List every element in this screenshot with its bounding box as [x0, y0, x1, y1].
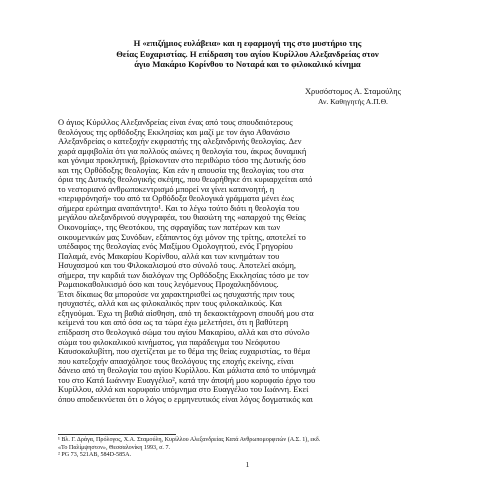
- body-line: θεολόγους της ορθόδοξης Εκκλησίας και μαζί με τον άγιο Αθανάσιο: [58, 126, 290, 137]
- body-line: και της Ορθόδοξης θεολογίας. Και εάν η απουσία της θεολογίας του στα: [58, 164, 304, 175]
- body-line: δάνειο από τη θεολογία του αγίου Κυρίλλου. Και μάλιστα από το υπόμνημά: [58, 365, 316, 376]
- title-line: άγιο Μακάριο Κορίνθου το Νοταρά και το φιλοκαλικό κίνημα: [134, 59, 361, 70]
- body-line: το νεστοριανό ανθρωποκεντρισμό μπορεί να γίνει κατανοητή, η: [58, 183, 275, 194]
- body-line: Ρωμαιοκαθολικισμό όσο και τους λεγόμενους Προχαλκηδόνιους.: [58, 279, 279, 290]
- body-line: Ο άγιος Κύριλλος Αλεξανδρείας είναι ένας από τους σπουδαιότερους: [58, 117, 293, 127]
- author-name: Χρυσόστομος Α. Σταμούλης: [305, 87, 401, 96]
- body-line: του στο Κατά Ιωάννην Ευαγγέλιο², κατά την άποψή μου κορυφαίο έργο του: [58, 374, 316, 385]
- body-line: κείμενά του και από όσα ως τα τώρα έχω μελετήσει, ότι η βαθύτερη: [58, 317, 289, 328]
- footnote-separator: [58, 434, 176, 435]
- page-number: 1: [245, 460, 250, 469]
- footnotes: [58, 437, 441, 460]
- body-line: μεγάλου αλεξανδρινού συγγραφέα, του θιασώτη της «απαρχού της Θείας: [58, 212, 306, 223]
- body-line: Οικονομίας», της Θεοτόκου, της σφραγίδας των πατέρων και των: [58, 222, 281, 233]
- body-line: και γόνιμα προκλητική, βρίσκονταν στο περιθώριο τόσο της Δυτικής όσο: [58, 155, 306, 166]
- footnote: ¹ Βλ. Γ. Δράγα, Πρόλογος, Χ.Α. Σταμούλη, Κυρίλλου Αλεξανδρείας Κατά Ανθρωπομορφιτών (Α.Σ. 1), εκδ.: [58, 437, 321, 443]
- body-line: όπου αποδεικνύεται ότι ο λόγος ο ερμηνευτικός είναι λόγος δογματικός και: [58, 393, 313, 404]
- body-line: «περιφρόνησή» του από τα Ορθόδοξα θεολογικά γράμματα μένει έως: [58, 193, 294, 204]
- body-line: ησυχαστές, αλλά και ως φιλοκαλικός πριν τους φιλοκαλικούς. Και: [58, 298, 283, 309]
- title-line: Η «επιζήμιος ευλάβεια» και η εφαρμογή της στο μυστήριο της: [133, 38, 362, 48]
- body-line: σώμα του φιλοκαλικού κινήματος, για παράδειγμα του Νεόφυτου: [58, 336, 280, 347]
- body-line: Αλεξανδρείας ο κατεξοχήν εκφραστής της αλεξανδρινής θεολογίας. Δεν: [58, 136, 302, 147]
- body-line: Παλαμά, ενός Μακαρίου Κορίνθου, αλλά και των κινημάτων του: [58, 250, 280, 261]
- body-line: Ησυχασμού και του Φιλοκαλισμού στο σύνολό τους. Αποτελεί ακόμη,: [58, 260, 297, 271]
- body-line: σήμερα, την καρδιά των διαλόγων της Ορθόδοξης Εκκλησίας τόσο με τον: [58, 269, 309, 280]
- body-line: υπέδαφος της θεολογίας ενός Μαξίμου Ομολογητού, ενός Γρηγορίου: [58, 241, 293, 252]
- body-line: όρια της Δυτικής θεολογικής σκέψης, που θεωρήθηκε ότι κυριαρχείται από: [58, 174, 313, 185]
- document-title: [60, 38, 435, 70]
- author-role: Αν. Καθηγητής Α.Π.Θ.: [318, 96, 388, 106]
- body-line: Καυσοκαλυβίτη, που σχετίζεται με το θέμα της θείας ευχαριστίας, το θέμα: [58, 346, 311, 357]
- body-line: χωρά αμφιβολία ότι για πολλούς αιώνες η θεολογία του, άκρως δυναμική: [58, 145, 307, 156]
- footnote: ² PG 73, 521AB, 584D-585A.: [58, 452, 132, 459]
- author-block: [268, 87, 438, 106]
- body-line: Κυρίλλου, αλλά και κορυφαίο υπόμνημα στο Ευαγγέλιο του Ιωάννη. Εκεί: [58, 384, 309, 395]
- body-line: εξηγούμαι. Έχω τη βαθιά αίσθηση, από τη δεκαοκτάχρονη σπουδή μου στα: [58, 307, 314, 318]
- body-line: επίδραση στο θεολογικό σώμα του αγίου Μακαρίου, αλλά και στο σύνολο: [58, 327, 310, 338]
- body-line: που κατεξοχήν απασχόλησε τους θεολόγους της εποχής εκείνης, είναι: [58, 355, 294, 366]
- body-line: Έτσι δίκαιως θα μπορούσε να χαρακτηρισθεί ως ησυχαστής πριν τους: [58, 288, 295, 299]
- footnote: «Το Παλίμψηστον», Θεσσαλονίκη 1993, σ. 7.: [58, 444, 171, 451]
- body-text: [58, 118, 441, 404]
- body-line: οικουμενικών μας Συνόδων, εξάπαντος όχι μόνον της τρίτης, αποτελεί το: [58, 231, 306, 242]
- title-line: Θείας Ευχαριστίας. Η επίδραση του αγίου Κυρίλλου Αλεξανδρείας στον: [116, 48, 379, 59]
- body-line: σήμερα ερώτημα αναπάντητο¹. Και το λέγω τούτο διότι η θεολογία του: [58, 202, 300, 213]
